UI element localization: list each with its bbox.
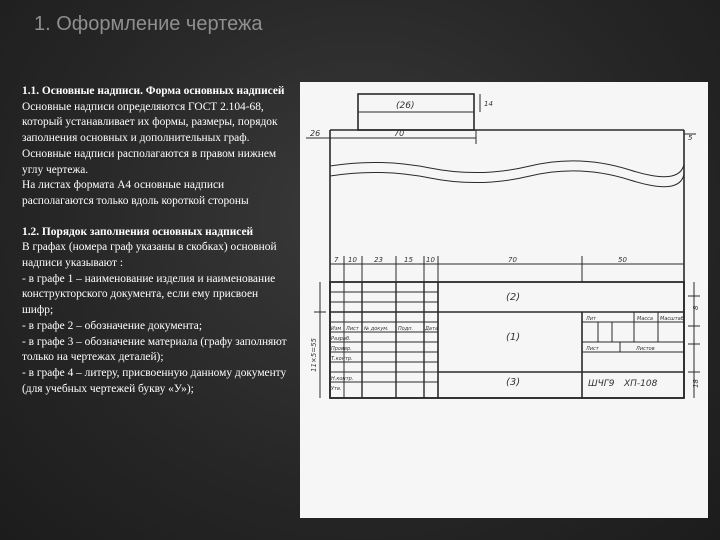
list-item-field-1: - в графе 1 – наименование изделия и наименование конструкторского документа, если ему присвоен шифр; bbox=[22, 272, 276, 317]
label-field-2: (2) bbox=[506, 292, 521, 303]
label-dim-side: 11×5=55 bbox=[310, 338, 318, 372]
label-dim-14: 14 bbox=[484, 100, 493, 108]
label-row-utv: Утв. bbox=[331, 386, 342, 392]
break-line-bottom bbox=[330, 171, 684, 187]
label-row-ndok: № докум. bbox=[364, 326, 389, 332]
label-dim-10: 10 bbox=[348, 256, 357, 264]
slide-body bbox=[22, 84, 290, 397]
label-field-26: (26) bbox=[396, 101, 415, 111]
spacer bbox=[22, 210, 290, 225]
paragraph-a4: На листах формата А4 основные надписи располагаются только вдоль короткой стороны bbox=[22, 179, 249, 207]
heading-section-1-2: 1.2. Порядок заполнения основных надписей bbox=[22, 225, 254, 238]
label-dim-10b: 10 bbox=[426, 256, 435, 264]
label-row-tkontr: Т.контр. bbox=[331, 356, 353, 362]
list-item-field-4: - в графе 4 – литеру, присвоенную данному документу (для учебных чертежей букву «У»); bbox=[22, 366, 287, 395]
label-field-1: (1) bbox=[506, 332, 521, 343]
label-h-masht: Масштаб bbox=[660, 316, 684, 322]
label-h-list: Лист bbox=[586, 346, 599, 352]
label-row-prov: Провер. bbox=[331, 346, 352, 352]
label-doc-code: ШЧГ9 bbox=[588, 379, 615, 389]
label-dim-26: 26 bbox=[310, 129, 321, 138]
label-dim-70: 70 bbox=[394, 129, 405, 138]
label-h-listov: Листов bbox=[636, 346, 655, 352]
label-dim-18: 18 bbox=[692, 379, 700, 388]
label-row-data: Дата bbox=[425, 326, 438, 332]
paragraph-intro: В графах (номера граф указаны в скобках) основной надписи указывают : bbox=[22, 241, 277, 270]
break-line-top bbox=[330, 161, 684, 177]
label-row-nkontr: Н.контр. bbox=[331, 376, 354, 382]
label-row-razrab: Разраб. bbox=[331, 336, 351, 342]
heading-section-1-1: 1.1. Основные надписи. Форма основных надписей bbox=[22, 85, 285, 97]
title-block-svg bbox=[300, 82, 708, 518]
label-dim-7: 7 bbox=[334, 256, 339, 264]
label-h-lit: Лит bbox=[586, 316, 596, 322]
label-doc-num: ХП-108 bbox=[624, 379, 658, 389]
list-item-field-3: - в графе 3 – обозначение материала (графу заполняют только на чертежах деталей); bbox=[22, 335, 287, 364]
label-dim-8: 8 bbox=[692, 305, 700, 310]
label-dim-50: 50 bbox=[618, 256, 627, 264]
paragraph-gost: Основные надписи определяются ГОСТ 2.104-68, который устанавливает их формы, размеры, порядок заполнения основных и дополнительных граф. bbox=[22, 100, 278, 145]
label-dim-5: 5 bbox=[688, 134, 693, 142]
label-h-massa: Масса bbox=[637, 316, 653, 322]
label-row-list: Лист bbox=[346, 326, 359, 332]
label-row-podp: Подп. bbox=[398, 326, 414, 332]
list-item-field-2: - в графе 2 – обозначение документа; bbox=[22, 319, 203, 332]
label-dim-70b: 70 bbox=[508, 256, 517, 264]
label-row-izm: Изм bbox=[331, 326, 342, 332]
slide-title: 1. Оформление чертежа bbox=[34, 13, 263, 35]
title-block-drawing bbox=[300, 82, 708, 518]
label-dim-23: 23 bbox=[374, 256, 383, 264]
label-dim-15: 15 bbox=[404, 256, 413, 264]
label-field-3: (3) bbox=[506, 377, 521, 388]
paragraph-location: Основные надписи располагаются в правом нижнем углу чертежа. bbox=[22, 147, 277, 176]
